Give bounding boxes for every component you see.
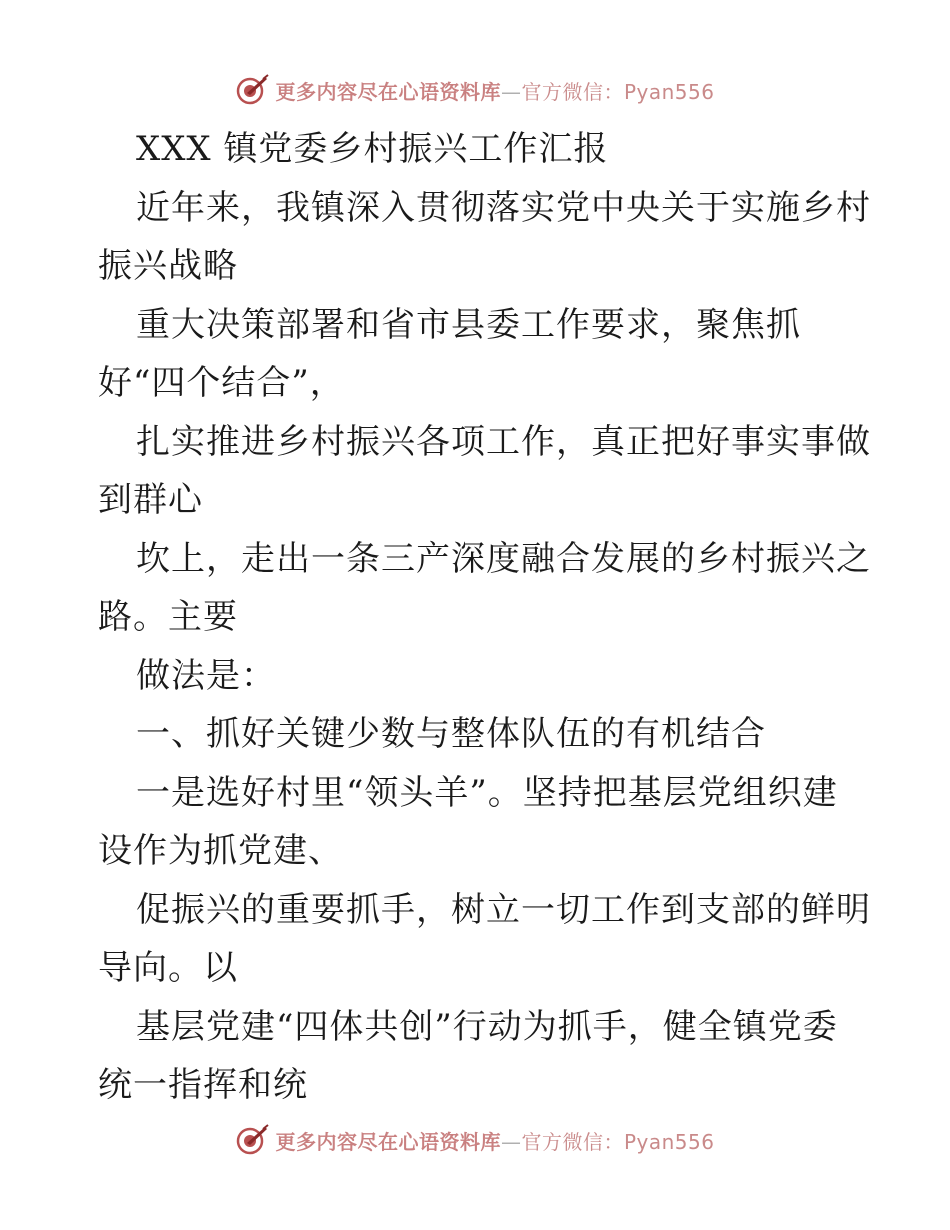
paragraph-line: 重大决策部署和省市县委工作要求，聚焦抓	[136, 304, 801, 345]
watermark-footer	[0, 1118, 950, 1162]
paragraph-line: 统一指挥和统	[98, 1065, 308, 1105]
paragraph-line: 近年来，我镇深入贯彻落实党中央关于实施乡村	[136, 187, 871, 228]
paragraph-line: 促振兴的重要抓手，树立一切工作到支部的鲜明	[136, 889, 871, 930]
paragraph-line: 一是选好村里“领头羊”。坚持把基层党组织建	[136, 772, 838, 813]
quill-seal-icon	[235, 1123, 269, 1157]
paragraph-line: 好“四个结合”，	[98, 363, 345, 403]
paragraph-line: 基层党建“四体共创”行动为抓手，健全镇党委	[136, 1006, 838, 1047]
paragraph-line: 路。主要	[98, 597, 238, 637]
paragraph-line: 做法是：	[136, 655, 276, 696]
document-title: XXX 镇党委乡村振兴工作汇报	[136, 129, 609, 169]
watermark-text: 更多内容尽在心语资料库—官方微信：Pyan556	[275, 79, 715, 104]
paragraph-line: 到群心	[98, 480, 203, 520]
paragraph-line: 坎上，走出一条三产深度融合发展的乡村振兴之	[136, 538, 871, 579]
document-body	[98, 120, 871, 1115]
paragraph-line: 振兴战略	[98, 246, 238, 286]
watermark-header	[0, 68, 950, 112]
paragraph-line: 设作为抓党建、	[98, 831, 343, 871]
paragraph-line: 一、抓好关键少数与整体队伍的有机结合	[136, 714, 766, 754]
quill-seal-icon	[235, 73, 269, 107]
watermark-text: 更多内容尽在心语资料库—官方微信：Pyan556	[275, 1129, 715, 1154]
paragraph-line: 导向。以	[98, 948, 238, 988]
paragraph-line: 扎实推进乡村振兴各项工作，真正把好事实事做	[136, 421, 871, 462]
